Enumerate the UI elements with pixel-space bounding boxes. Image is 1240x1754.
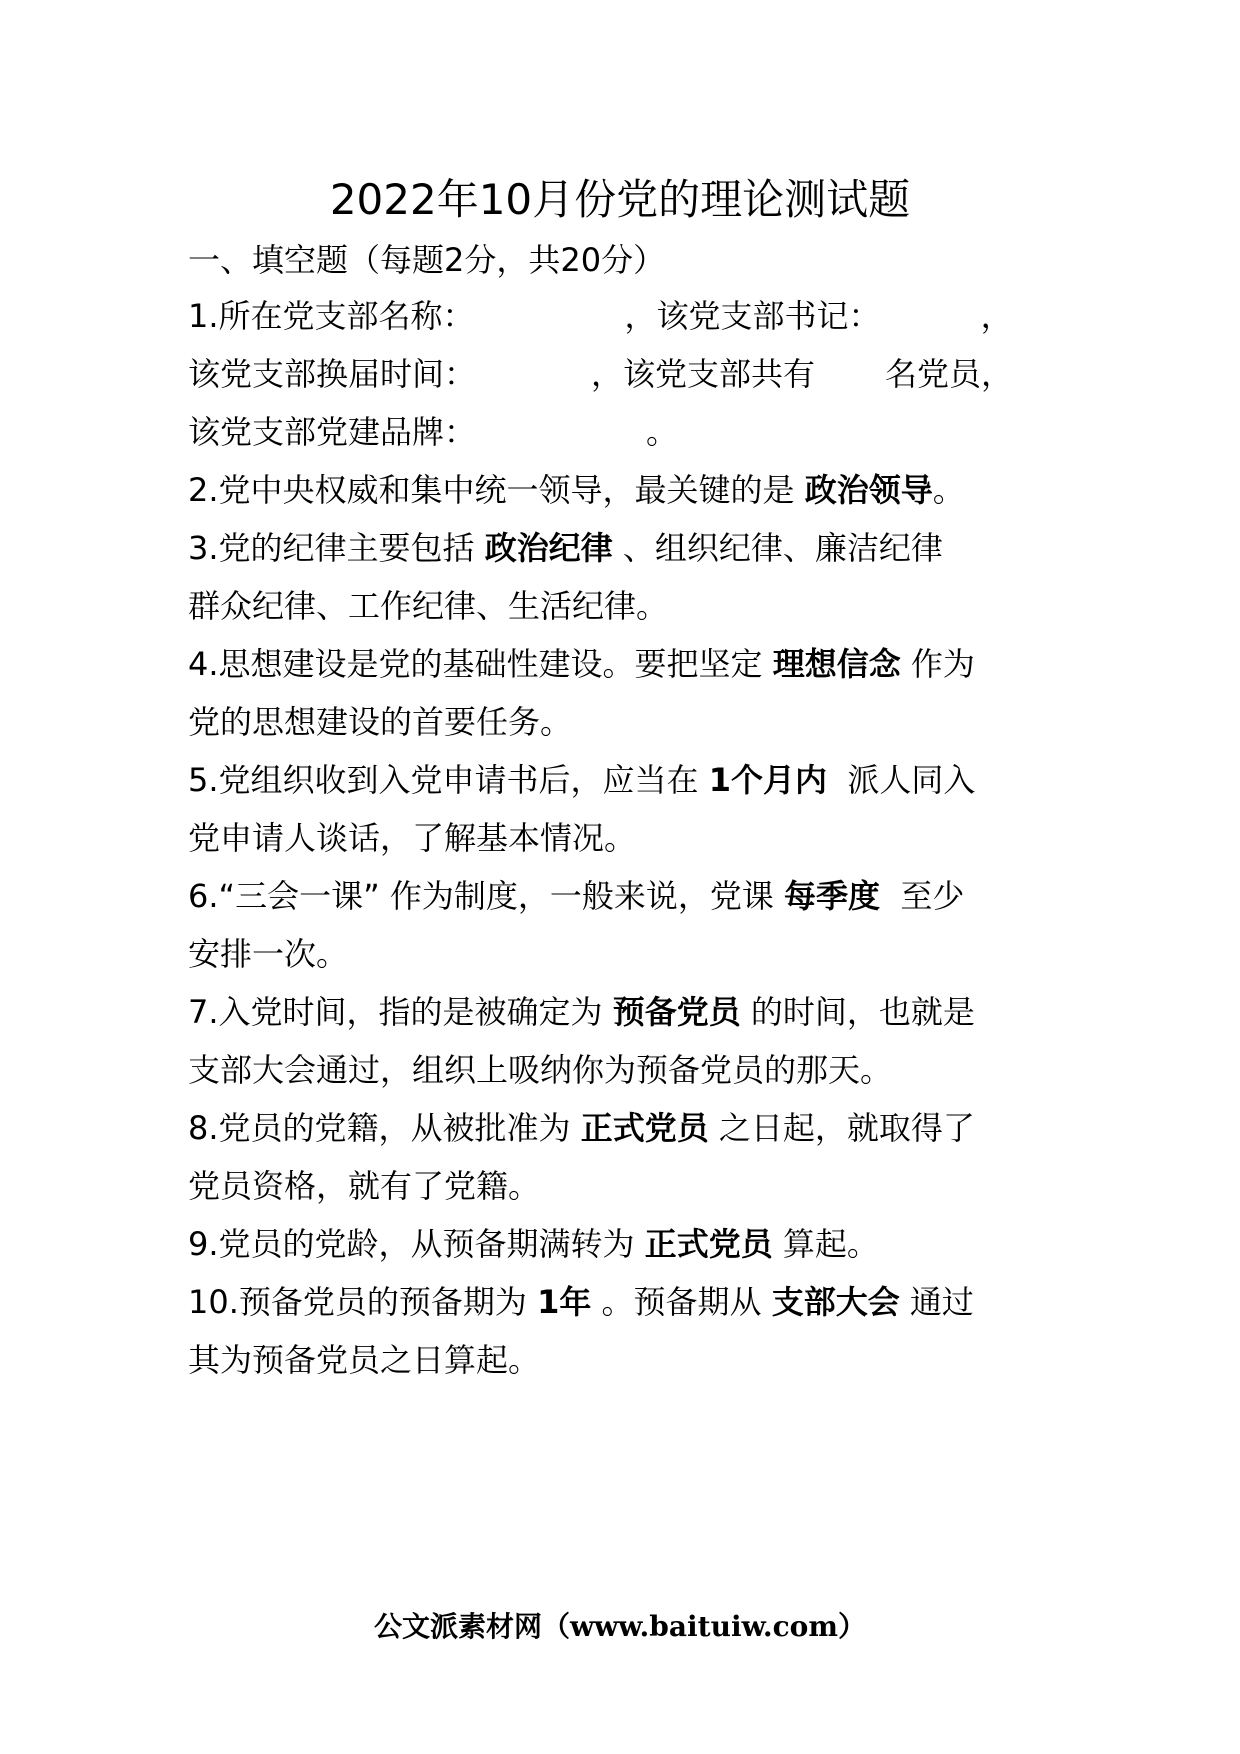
question-8-line-1: 8.党员的党籍，从被批准为 正式党员 之日起，就取得了 [188, 1109, 975, 1147]
answer: 1年 [537, 1283, 592, 1321]
section-heading: 一、填空题（每题2分，共20分） [188, 241, 666, 279]
footer-source [0, 1603, 1240, 1651]
answer: 预备党员 [612, 993, 741, 1031]
answer: 政治纪律 [484, 529, 613, 567]
question-5-line-1: 5.党组织收到入党申请书后，应当在 1个月内 派人同入 [188, 761, 976, 799]
answer: 每季度 [784, 877, 881, 915]
question-10-line-2: 其为预备党员之日算起。 [188, 1341, 541, 1379]
answer: 支部大会 [771, 1283, 900, 1321]
question-3-line-2: 群众纪律、工作纪律、生活纪律。 [188, 587, 669, 625]
question-1-line-3: 该党支部党建品牌： 。 [188, 413, 679, 451]
question-6-line-2: 安排一次。 [188, 935, 349, 973]
question-4-line-1: 4.思想建设是党的基础性建设。要把坚定 理想信念 作为 [188, 645, 975, 683]
answer: 正式党员 [580, 1109, 709, 1147]
question-9: 9.党员的党龄，从预备期满转为 正式党员 算起。 [188, 1225, 879, 1263]
question-7-line-1: 7.入党时间，指的是被确定为 预备党员 的时间，也就是 [188, 993, 975, 1031]
footer-site: （www.baituiw.com） [542, 1610, 866, 1643]
question-6-line-1: 6.“三会一课” 作为制度，一般来说，党课 每季度 至少 [188, 877, 965, 915]
question-7-line-2: 支部大会通过，组织上吸纳你为预备党员的那天。 [188, 1051, 893, 1089]
question-2: 2.党中央权威和集中统一领导，最关键的是 政治领导。 [188, 471, 965, 509]
question-8-line-2: 党员资格，就有了党籍。 [188, 1167, 541, 1205]
question-5-line-2: 党申请人谈话，了解基本情况。 [188, 819, 637, 857]
answer: 理想信念 [772, 645, 901, 683]
question-1-line-2: 该党支部换届时间： ，该党支部共有 名党员， [188, 355, 1014, 393]
question-4-line-2: 党的思想建设的首要任务。 [188, 703, 573, 741]
question-3-line-1: 3.党的纪律主要包括 政治纪律 、组织纪律、廉洁纪律 [188, 529, 943, 567]
answer: 正式党员 [644, 1225, 773, 1263]
answer: 1个月内 [708, 761, 827, 799]
question-1-line-1: 1.所在党支部名称： ，该党支部书记： ， [188, 297, 1013, 335]
footer-name: 公文派素材网 [374, 1610, 543, 1643]
answer: 政治领导 [804, 471, 933, 509]
page-title: 2022年10月份党的理论测试题 [329, 175, 911, 224]
question-10-line-1: 10.预备党员的预备期为 1年 。预备期从 支部大会 通过 [188, 1283, 974, 1321]
